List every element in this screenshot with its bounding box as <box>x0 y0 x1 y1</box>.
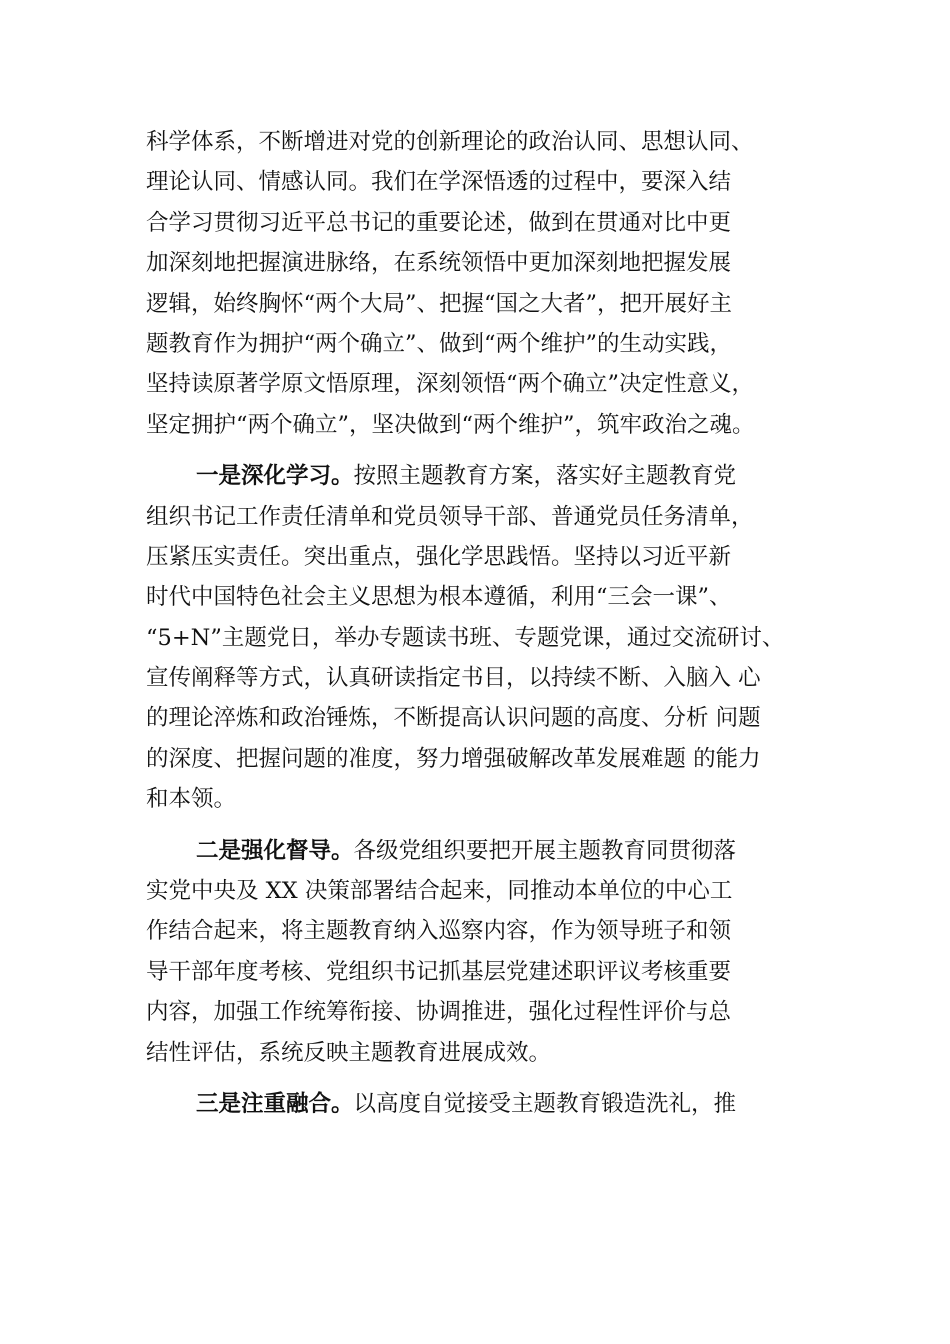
text-line: 宣传阐释等方式，认真研读指定书目，以持续不断、入脑入 心 <box>146 665 761 692</box>
text-line: 实党中央及 XX 决策部署结合起来，同推动本单位的中心工 <box>146 878 733 905</box>
paragraph-deepen-study <box>146 456 836 820</box>
text-run: 按照主题教育方案，落实好主题教育党 <box>353 463 737 490</box>
text-line: 坚持读原著学原文悟原理，深刻领悟“两个确立”决定性意义， <box>146 371 755 398</box>
text-run: 以高度自觉接受主题教育锻造洗礼，推 <box>353 1090 737 1117</box>
paragraph-heading: 二是强化督导。 <box>196 837 354 864</box>
text-line: 题教育作为拥护“两个确立”、做到“两个维护”的生动实践， <box>146 330 733 357</box>
text-line: 的深度、把握问题的准度，努力增强破解改革发展难题 的能力 <box>146 745 761 772</box>
text-line: 导干部年度考核、党组织书记抓基层党建述职评议考核重要 <box>146 958 732 985</box>
text-run: 各级党组织要把开展主题教育同贯彻落 <box>353 837 737 864</box>
document-body <box>146 122 836 1135</box>
paragraph-heading: 一是深化学习。 <box>196 463 354 490</box>
text-line: 和本领。 <box>146 786 237 813</box>
text-line: 结性评估，系统反映主题教育进展成效。 <box>146 1039 552 1066</box>
paragraph-heading: 三是注重融合。 <box>196 1090 354 1117</box>
text-line <box>146 456 836 496</box>
text-line: 压紧压实责任。突出重点，强化学思践悟。坚持以习近平新 <box>146 543 732 570</box>
text-line: 组织书记工作责任清单和党员领导干部、普通党员任务清单， <box>146 503 754 530</box>
text-line: 坚定拥护“两个确立”，坚决做到“两个维护”，筑牢政治之魂。 <box>146 411 755 438</box>
text-line: 理论认同、情感认同。我们在学深悟透的过程中，要深入结 <box>146 169 732 196</box>
paragraph-strengthen-supervision <box>146 831 836 1073</box>
text-line <box>146 831 836 871</box>
paragraph-focus-integration <box>146 1084 836 1124</box>
text-line: 时代中国特色社会主义思想为根本遵循，利用“三会一课”、 <box>146 584 732 611</box>
text-line: 的理论淬炼和政治锤炼，不断提高认识问题的高度、分析 问题 <box>146 705 761 732</box>
text-line: “5+N”主题党日，举办专题读书班、专题党课，通过交流研讨、 <box>146 624 785 651</box>
paragraph-theory-identification <box>146 122 836 445</box>
text-line: 加深刻地把握演进脉络，在系统领悟中更加深刻地把握发展 <box>146 250 732 277</box>
text-line: 内容，加强工作统筹衔接、协调推进，强化过程性评价与总 <box>146 999 732 1026</box>
text-line <box>146 1084 836 1124</box>
text-line: 作结合起来，将主题教育纳入巡察内容，作为领导班子和领 <box>146 918 732 945</box>
text-line: 合学习贯彻习近平总书记的重要论述，做到在贯通对比中更 <box>146 209 732 236</box>
text-line: 科学体系，不断增进对党的创新理论的政治认同、思想认同、 <box>146 129 754 155</box>
text-line: 逻辑，始终胸怀“两个大局”、把握“国之大者”，把开展好主 <box>146 290 733 317</box>
